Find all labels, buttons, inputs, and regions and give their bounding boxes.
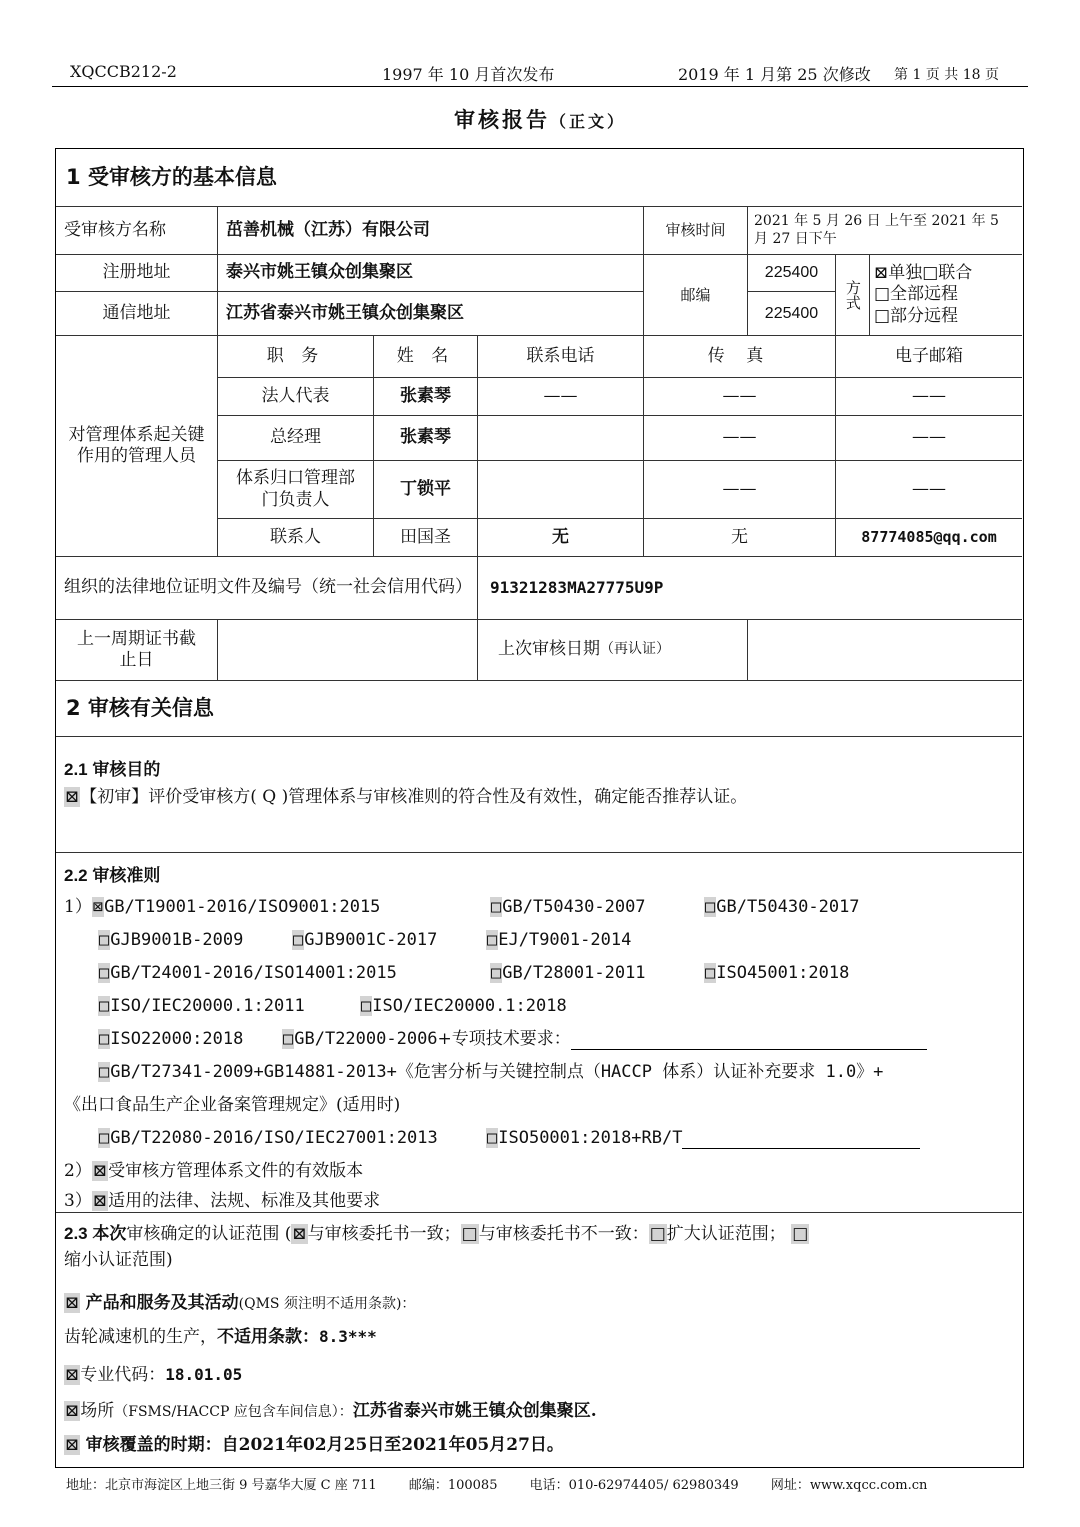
code-value: 18.01.05 (165, 1365, 243, 1384)
mgmt-label: 对管理体系起关键作用的管理人员 (56, 336, 218, 557)
col-email: 电子邮箱 (836, 336, 1022, 378)
report-form (55, 148, 1024, 1468)
mail-addr-value: 江苏省泰兴市姚王镇众创集聚区 (218, 292, 644, 336)
row-phone: 无 (478, 519, 644, 557)
scope-opt1-checkbox[interactable]: ⊠ (292, 1224, 307, 1244)
crit-iso9001: GB/T19001-2016/ISO9001:2015 (104, 897, 381, 917)
not-applicable-value: 8.3*** (319, 1327, 377, 1346)
scope-opt2: 与审核委托书不一致： (478, 1224, 649, 1244)
crit-3-prefix: 3） (64, 1191, 92, 1211)
scope-opt1: 与审核委托书一致； (307, 1224, 461, 1244)
crit-gb28001: GB/T28001-2011 (502, 963, 646, 983)
last-audit-value (748, 620, 1022, 681)
mode-joint-checkbox[interactable]: □联合 (922, 263, 973, 284)
title-main: 审核报告 (453, 107, 550, 132)
code-checkbox[interactable]: ⊠ (65, 1365, 80, 1385)
footer-website[interactable]: 网址：www.xqcc.com.cn (770, 1478, 928, 1493)
crit-iso27001-checkbox[interactable]: □ (99, 1128, 110, 1148)
crit-gb50430-2017-checkbox[interactable]: □ (705, 897, 716, 917)
products-label: 产品和服务及其活动 (85, 1293, 239, 1313)
page-footer (66, 1474, 1026, 1493)
purpose-checkbox[interactable]: ⊠ (65, 787, 80, 807)
crit-haccp-checkbox[interactable]: □ (99, 1062, 110, 1082)
crit-iec20000-2011: ISO/IEC20000.1:2011 (110, 996, 305, 1016)
row-name: 田国圣 (374, 519, 478, 557)
crit-iso9001-checkbox[interactable]: ⊠ (92, 897, 104, 917)
audit-time-label: 审核时间 (644, 207, 748, 255)
site-label: 场所 (80, 1401, 115, 1421)
row-email: —— (836, 416, 1022, 461)
row-fax: —— (644, 416, 836, 461)
scope-opt4: 缩小认证范围) (64, 1249, 173, 1270)
period-checkbox[interactable]: ⊠ (65, 1435, 80, 1455)
crit-3-checkbox[interactable]: ⊠ (92, 1191, 108, 1211)
scope-opt3: 扩大认证范围； (666, 1224, 786, 1244)
crit-haccp-a: GB/T27341-2009+GB14881-2013+《危害分析与关键控制点（HACCP 体系）认证补充要求 1.0》+ (110, 1062, 884, 1082)
crit-iso27001: GB/T22080-2016/ISO/IEC27001:2013 (110, 1128, 438, 1148)
footer-postcode: 邮编：100085 (408, 1478, 498, 1493)
products-value: 齿轮减速机的生产， (64, 1327, 217, 1347)
postcode-1: 225400 (748, 255, 836, 292)
crit-gb22000: GB/T22000-2006 (294, 1029, 438, 1049)
crit-gjb9001c: GJB9001C-2017 (304, 930, 438, 950)
row-email: 87774085@qq.com (836, 519, 1022, 557)
crit-gb50430-2007: GB/T50430-2007 (502, 897, 646, 917)
footer-phone: 电话：010-62974405/ 62980349 (529, 1478, 739, 1493)
purpose-heading: 2.1 审核目的 (64, 760, 161, 779)
title-sub: （正文） (549, 112, 626, 131)
crit-gb50430-2007-checkbox[interactable]: □ (491, 897, 502, 917)
crit-iso50001: ISO50001:2018+RB/T (498, 1128, 683, 1148)
mode-label: 方式 (836, 255, 870, 336)
audit-criteria-block (56, 853, 1022, 1213)
crit-iso14001: GB/T24001-2016/ISO14001:2015 (110, 963, 397, 983)
crit-iec20000-2018-checkbox[interactable]: □ (361, 996, 372, 1016)
special-req-blank[interactable] (571, 1049, 927, 1050)
section2-heading: 2 审核有关信息 (56, 681, 1022, 737)
crit-iso45001-checkbox[interactable]: □ (705, 963, 716, 983)
products-note: (QMS 须注明不适用条款)： (238, 1296, 416, 1312)
row-fax: —— (644, 378, 836, 416)
row-phone (478, 416, 644, 461)
audit-purpose-block (56, 737, 1022, 853)
cert-expiry-label: 上一周期证书截止日 (56, 620, 218, 681)
row-fax: —— (644, 461, 836, 519)
crit-iec20000-2011-checkbox[interactable]: □ (99, 996, 110, 1016)
period-value: 自2021年02月25日至2021年05月27日。 (221, 1435, 564, 1455)
site-checkbox[interactable]: ⊠ (65, 1401, 80, 1421)
scope-heading-bold: 2.3 本次 (64, 1224, 127, 1243)
doc-code: XQCCB212-2 (70, 62, 177, 81)
row-fax: 无 (644, 519, 836, 557)
row-name: 丁锁平 (374, 461, 478, 519)
last-audit-label (478, 620, 748, 681)
code-label: 专业代码： (80, 1365, 166, 1385)
legal-doc-value: 91321283MA27775U9P (478, 557, 1022, 620)
crit-ej9001-checkbox[interactable]: □ (487, 930, 498, 950)
last-audit-label-text: 上次审核日期 (498, 639, 600, 660)
crit-gb28001-checkbox[interactable]: □ (491, 963, 502, 983)
scope-heading-rest: 审核确定的认证范围 ( (126, 1224, 292, 1244)
crit-2: 受审核方管理体系文件的有效版本 (108, 1161, 364, 1181)
page-header (52, 60, 1028, 87)
col-position: 职 务 (218, 336, 374, 378)
crit-gb50430-2017: GB/T50430-2017 (716, 897, 860, 917)
crit-gb22000-checkbox[interactable]: □ (283, 1029, 294, 1049)
legal-doc-label: 组织的法律地位证明文件及编号（统一社会信用代码） (56, 557, 478, 620)
mode-full-remote-checkbox[interactable]: □全部远程 (874, 284, 959, 305)
section1-heading: 1 受审核方的基本信息 (56, 149, 1022, 207)
purpose-text: 【初审】评价受审核方( Q )管理体系与审核准则的符合性及有效性，确定能否推荐认证。 (80, 787, 748, 807)
crit-haccp-b: 《出口食品生产企业备案管理规定》(适用时) (64, 1095, 401, 1115)
first-issue: 1997 年 10 月首次发布 (382, 65, 555, 84)
col-fax: 传 真 (644, 336, 836, 378)
scope-opt2-checkbox[interactable]: □ (461, 1224, 478, 1244)
audit-mode-options (870, 255, 1022, 336)
col-name: 姓 名 (374, 336, 478, 378)
crit-iso22000-checkbox[interactable]: □ (99, 1029, 110, 1049)
row-phone: —— (478, 378, 644, 416)
crit-iec20000-2018: ISO/IEC20000.1:2018 (372, 996, 567, 1016)
row-email: —— (836, 461, 1022, 519)
row-position: 总经理 (218, 416, 374, 461)
crit-2-checkbox[interactable]: ⊠ (92, 1161, 108, 1181)
col-phone: 联系电话 (478, 336, 644, 378)
cert-scope-block (56, 1213, 1022, 1467)
crit-gjb9001b-checkbox[interactable]: □ (99, 930, 110, 950)
crit-gjb9001c-checkbox[interactable]: □ (293, 930, 304, 950)
period-label: 审核覆盖的时期： (85, 1435, 222, 1455)
crit-gjb9001b: GJB9001B-2009 (110, 930, 244, 950)
page-title (0, 104, 1080, 134)
crit-iso22000: ISO22000:2018 (110, 1029, 244, 1049)
revision-info: 2019 年 1 月第 25 次修改 (678, 65, 871, 84)
page-info: 第 1 页 共 18 页 (894, 67, 999, 83)
iso50001-blank[interactable] (682, 1148, 920, 1149)
row-phone (478, 461, 644, 519)
footer-address: 地址：北京市海淀区上地三街 9 号嘉华大厦 C 座 711 (66, 1478, 377, 1493)
mail-addr-label: 通信地址 (56, 292, 218, 336)
scope-opt3-checkbox[interactable]: □ (649, 1224, 666, 1244)
auditee-label: 受审核方名称 (56, 207, 218, 255)
not-applicable-label: 不适用条款： (217, 1327, 319, 1347)
site-value: 江苏省泰兴市姚王镇众创集聚区. (352, 1401, 597, 1421)
crit-prefix: 1） (64, 897, 92, 917)
products-checkbox[interactable]: ⊠ (65, 1293, 80, 1313)
row-position: 法人代表 (218, 378, 374, 416)
crit-2-prefix: 2） (64, 1161, 92, 1181)
mode-partial-remote-checkbox[interactable]: □部分远程 (874, 305, 959, 326)
row-position: 联系人 (218, 519, 374, 557)
row-position: 体系归口管理部门负责人 (218, 461, 374, 519)
row-name: 张素琴 (374, 378, 478, 416)
row-name: 张素琴 (374, 416, 478, 461)
crit-iso50001-checkbox[interactable]: □ (487, 1128, 498, 1148)
scope-opt4-checkbox[interactable]: □ (792, 1224, 809, 1244)
audit-time-value: 2021 年 5 月 26 日 上午至 2021 年 5 月 27 日下午 (748, 207, 1022, 255)
postcode-label: 邮编 (644, 255, 748, 336)
crit-iso14001-checkbox[interactable]: □ (99, 963, 110, 983)
mode-single-checkbox[interactable]: ⊠单独 (874, 263, 923, 284)
crit-iso45001: ISO45001:2018 (716, 963, 850, 983)
crit-special-req: +专项技术要求： (437, 1029, 571, 1049)
last-audit-note: （再认证） (600, 641, 670, 658)
row-email: —— (836, 378, 1022, 416)
criteria-heading: 2.2 审核准则 (64, 866, 161, 885)
crit-3: 适用的法律、法规、标准及其他要求 (108, 1191, 381, 1211)
crit-ej9001: EJ/T9001-2014 (498, 930, 632, 950)
cert-expiry-value (218, 620, 478, 681)
postcode-2: 225400 (748, 292, 836, 336)
site-note: （FSMS/HACCP 应包含车间信息）： (114, 1404, 353, 1420)
reg-addr-value: 泰兴市姚王镇众创集聚区 (218, 255, 644, 292)
reg-addr-label: 注册地址 (56, 255, 218, 292)
auditee-value: 茁善机械（江苏）有限公司 (218, 207, 644, 255)
